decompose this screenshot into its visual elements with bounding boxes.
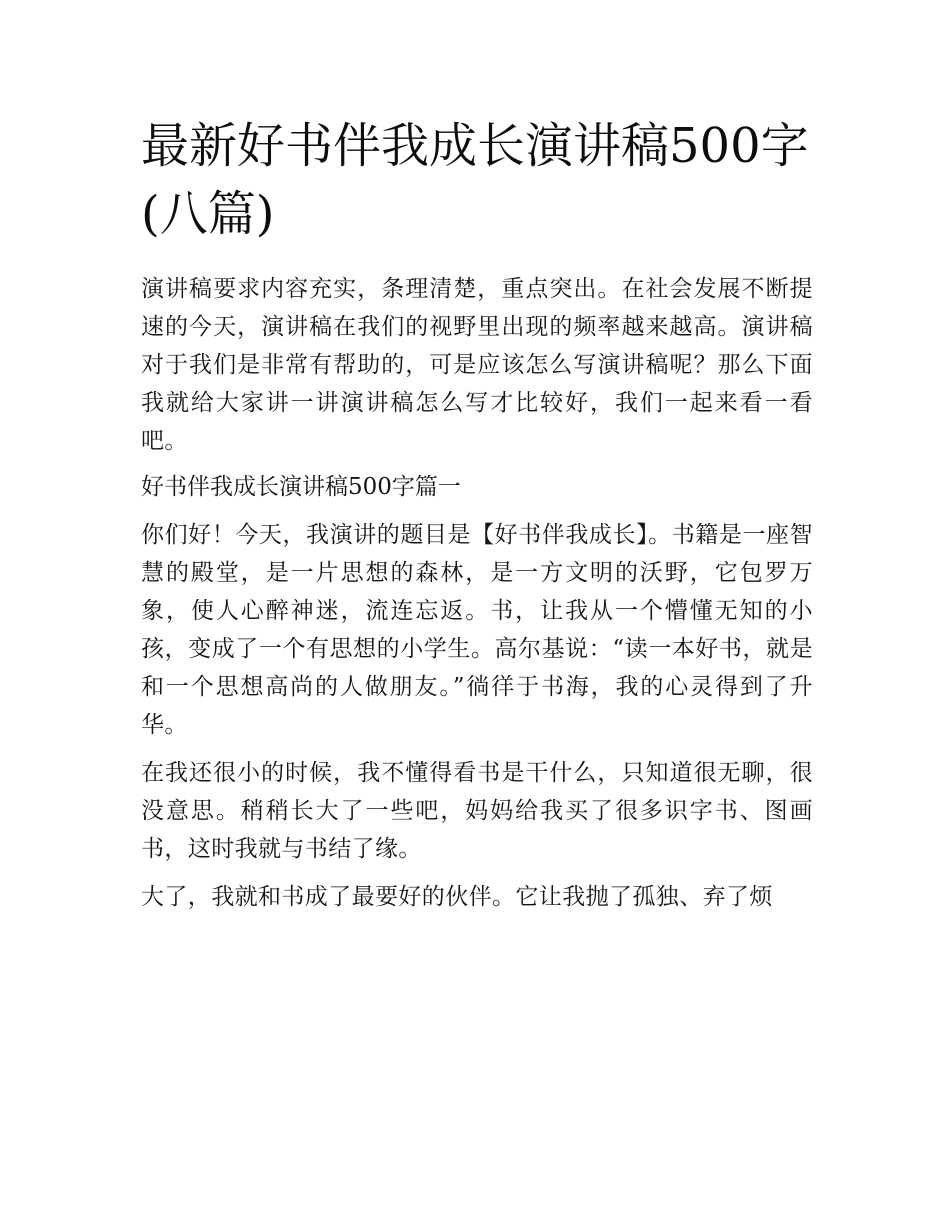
document-title: 最新好书伴我成长演讲稿500字(八篇)	[141, 118, 809, 242]
body-paragraph: 你们好！今天，我演讲的题目是【好书伴我成长】。书籍是一座智慧的殿堂，是一片思想的森林，是一方文明的沃野，它包罗万象，使人心醉神迷，流连忘返。书，让我从一个懵懂无知的小孩，变成了一个有思想的小学生。高尔基说：“读一本好书，就是和一个思想高尚的人做朋友。”徜徉于书海，我的心灵得到了升华。	[141, 522, 813, 738]
body-paragraph: 在我还很小的时候，我不懂得看书是干什么，只知道很无聊，很没意思。稍稍长大了一些吧，妈妈给我买了很多识字书、图画书，这时我就与书结了缘。	[141, 760, 813, 862]
intro-paragraph: 演讲稿要求内容充实，条理清楚，重点突出。在社会发展不断提速的今天，演讲稿在我们的视野里出现的频率越来越高。演讲稿对于我们是非常有帮助的，可是应该怎么写演讲稿呢？那么下面我就给大家讲一讲演讲稿怎么写才比较好，我们一起来看一看吧。	[141, 276, 813, 454]
document-content	[141, 112, 813, 916]
section-heading: 好书伴我成长演讲稿500字篇一	[141, 474, 461, 500]
body-paragraph: 大了，我就和书成了最要好的伙伴。它让我抛了孤独、弃了烦	[141, 884, 773, 910]
